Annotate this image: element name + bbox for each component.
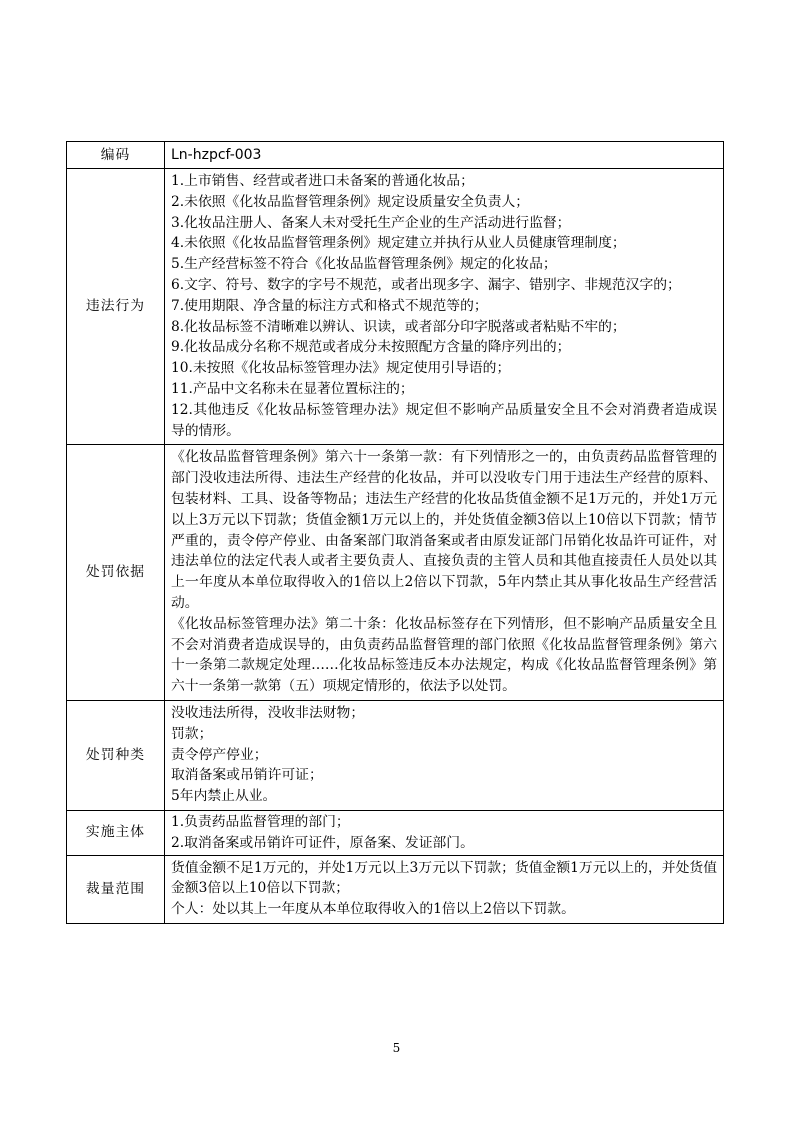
penalty-type-item: 5年内禁止从业。 xyxy=(171,788,277,805)
penalty-type-item: 罚款； xyxy=(171,725,213,742)
basis-paragraph: 《化妆品标签管理办法》第二十条：化妆品标签存在下列情形，但不影响产品质量安全且不会对消费者造成误导的，由负责药品监督管理的部门依照《化妆品监督管理条例》第六十一条第二款规定处理……化妆品标签违反本办法规定，构成《化妆品监督管理条例》第六十一条第一款第（五）项规定情形的，依法予以处罚。 xyxy=(171,615,717,695)
violation-item: 3.化妆品注册人、备案人未对受托生产企业的生产活动进行监督； xyxy=(171,214,571,231)
penalty-type-item: 责令停产停业； xyxy=(171,746,268,763)
penalty-type-item: 没收违法所得，没收非法财物； xyxy=(171,704,365,721)
violation-item: 9.化妆品成分名称不规范或者成分未按照配方含量的降序列出的； xyxy=(171,339,571,356)
violation-item: 2.未依照《化妆品监督管理条例》规定设质量安全负责人； xyxy=(171,193,530,210)
discretion-paragraph: 货值金额不足1万元的，并处1万元以上3万元以下罚款；货值金额1万元以上的，并处货值金额3倍以上10倍以下罚款； xyxy=(171,859,717,897)
row-penalty-types xyxy=(67,700,724,810)
basis-paragraph: 《化妆品监督管理条例》第六十一条第一款：有下列情形之一的，由负责药品监督管理的部门没收违法所得、违法生产经营的化妆品，并可以没收专门用于违法生产经营的原料、包装材料、工具、设备等物品；违法生产经营的化妆品货值金额不足1万元的，并处1万元以上3万元以下罚款；货值金额1万元以上的，并处货值金额3倍以上10倍以下罚款；情节严重的，责令停产停业、由备案部门取消备案或者由原发证部门吊销化妆品许可证件，对违法单位的法定代表人或者主要负责人、直接负责的主管人员和其他直接责任人员处以其上一年度从本单位取得收入的1倍以上2倍以下罚款，5年内禁止其从事化妆品生产经营活动。 xyxy=(171,449,717,611)
enforcer-item: 1.负责药品监督管理的部门； xyxy=(171,813,350,830)
row-violations xyxy=(67,169,724,445)
row-discretion xyxy=(67,855,724,923)
basis-label: 处罚依据 xyxy=(67,445,165,701)
row-basis xyxy=(67,445,724,701)
discretion-paragraph: 个人：处以其上一年度从本单位取得收入的1倍以上2倍以下罚款。 xyxy=(171,901,575,918)
penalty-rules-table xyxy=(66,141,724,924)
violation-item: 4.未依照《化妆品监督管理条例》规定建立并执行从业人员健康管理制度； xyxy=(171,235,626,252)
basis-text xyxy=(165,445,724,701)
enforcer-list xyxy=(165,810,724,855)
code-value: Ln-hzpcf-003 xyxy=(171,146,262,163)
enforcer-label: 实施主体 xyxy=(67,810,165,855)
violations-list xyxy=(165,169,724,445)
discretion-label: 裁量范围 xyxy=(67,855,165,923)
violation-item: 12.其他违反《化妆品标签管理办法》规定但不影响产品质量安全且不会对消费者造成误导的情形。 xyxy=(171,401,717,439)
row-enforcer xyxy=(67,810,724,855)
violation-item: 5.生产经营标签不符合《化妆品监督管理条例》规定的化妆品； xyxy=(171,256,557,273)
violation-item: 8.化妆品标签不清晰难以辨认、识读，或者部分印字脱落或者粘贴不牢的； xyxy=(171,318,626,335)
violations-label: 违法行为 xyxy=(67,169,165,445)
code-label: 编码 xyxy=(67,142,165,169)
penalty-types-list xyxy=(165,700,724,810)
discretion-text xyxy=(165,855,724,923)
penalty-type-item: 取消备案或吊销许可证； xyxy=(171,767,323,784)
violation-item: 10.未按照《化妆品标签管理办法》规定使用引导语的； xyxy=(171,360,511,377)
violation-item: 7.使用期限、净含量的标注方式和格式不规范等的； xyxy=(171,297,488,314)
violation-item: 6.文字、符号、数字的字号不规范，或者出现多字、漏字、错别字、非规范汉字的； xyxy=(171,276,681,293)
penalty-types-label: 处罚种类 xyxy=(67,700,165,810)
violation-item: 1.上市销售、经营或者进口未备案的普通化妆品； xyxy=(171,173,474,189)
enforcer-item: 2.取消备案或吊销许可证件，原备案、发证部门。 xyxy=(171,834,474,851)
violation-item: 11.产品中文名称未在显著位置标注的； xyxy=(171,380,414,397)
row-code xyxy=(67,142,724,169)
page-number: 5 xyxy=(392,1041,401,1055)
